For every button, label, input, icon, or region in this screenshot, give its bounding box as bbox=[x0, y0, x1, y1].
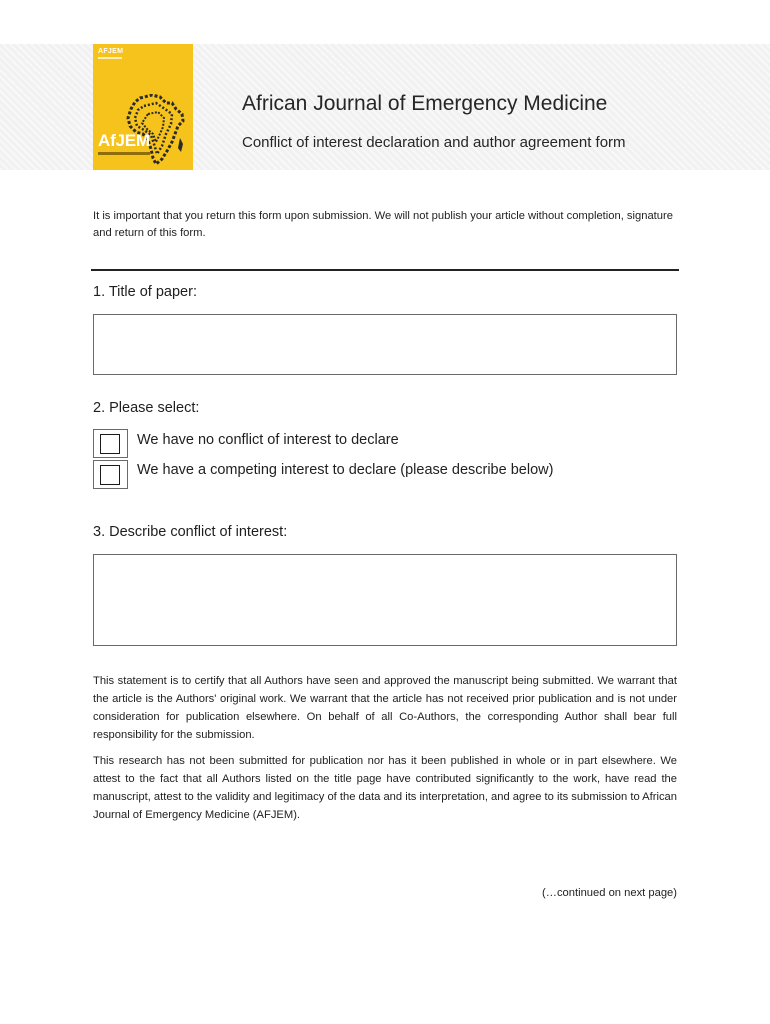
cover-brand: AFJEM bbox=[98, 48, 124, 55]
no-conflict-label: We have no conflict of interest to declare bbox=[137, 432, 399, 448]
attestation-paragraph: This research has not been submitted for publication nor has it been published in whole or in part elsewhere. We attest to the fact that all Authors listed on the title page have contributed significantly to the work, have read the manuscript, attest to the validity and legitimacy of the data and its interpretation, and agree to its submission to African Journal of Emergency Medicine (AFJEM). bbox=[93, 755, 677, 821]
cover-brand-subline bbox=[98, 57, 122, 59]
section-divider bbox=[91, 269, 679, 271]
continued-note: (…continued on next page) bbox=[542, 887, 677, 899]
section-describe-conflict-heading: 3. Describe conflict of interest: bbox=[93, 524, 288, 540]
form-title: Conflict of interest declaration and author agreement form bbox=[242, 134, 626, 151]
no-conflict-checkbox[interactable] bbox=[100, 434, 120, 454]
journal-cover-image bbox=[93, 44, 193, 170]
describe-conflict-field[interactable] bbox=[93, 554, 677, 646]
africa-map-icon bbox=[126, 94, 186, 166]
certification-paragraph: This statement is to certify that all Authors have seen and approved the manuscript being submitted. We warrant that the article is the Authors' original work. We warrant that the article has not received prior publication and is not under consideration for publication elsewhere. On behalf of all Co-Authors, the corresponding Author shall bear full responsibility for the submission. bbox=[93, 675, 677, 741]
option-cell-no-conflict bbox=[93, 429, 128, 458]
competing-interest-label: We have a competing interest to declare (please describe below) bbox=[137, 462, 554, 478]
section-title-of-paper-heading: 1. Title of paper: bbox=[93, 284, 197, 300]
journal-title: African Journal of Emergency Medicine bbox=[242, 92, 608, 115]
section-please-select-heading: 2. Please select: bbox=[93, 400, 200, 416]
intro-text: It is important that you return this form upon submission. We will not publish your article without completion, signature and return of this form. bbox=[93, 210, 673, 239]
cover-logo: AfJEM bbox=[98, 131, 150, 150]
option-cell-competing-interest bbox=[93, 460, 128, 489]
title-of-paper-field[interactable] bbox=[93, 314, 677, 375]
competing-interest-checkbox[interactable] bbox=[100, 465, 120, 485]
cover-tagline-bar bbox=[98, 152, 150, 155]
